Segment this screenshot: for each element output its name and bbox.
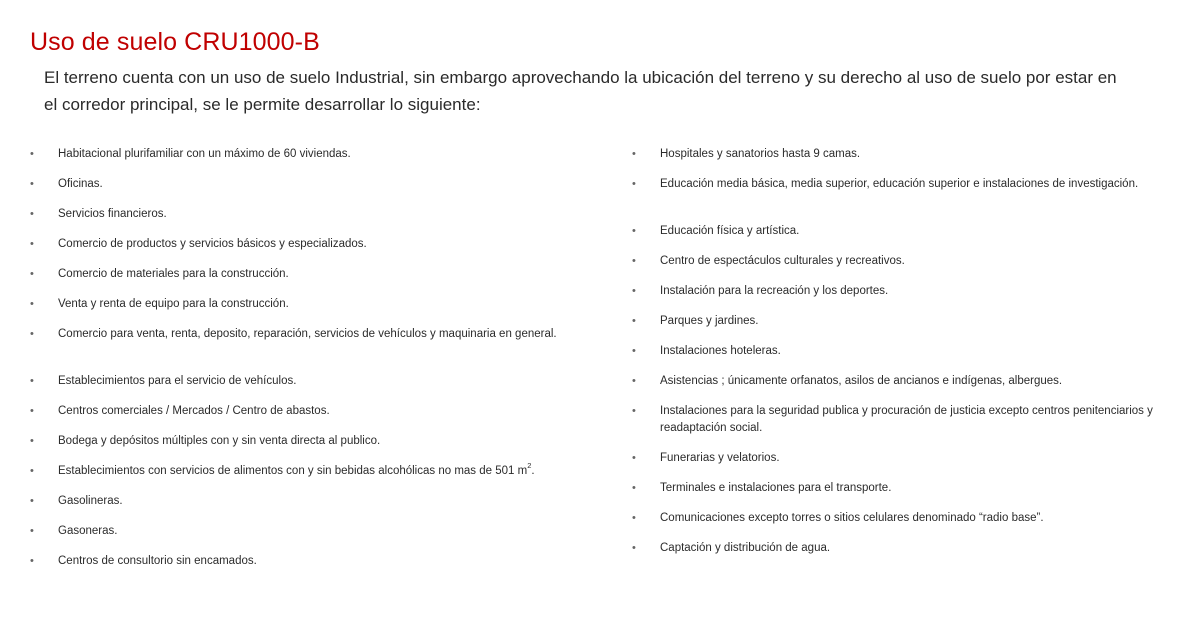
list-item <box>30 206 630 236</box>
list-item <box>632 313 1172 343</box>
list-item-text: Centros de consultorio sin encamados. <box>58 555 257 567</box>
list-item-text: Servicios financieros. <box>58 208 167 220</box>
intro-paragraph: El terreno cuenta con un uso de suelo Industrial, sin embargo aprovechando la ubicación del terreno y su derecho al uso de suelo por estar en el corredor principal, se le permite desarrollar lo siguiente: <box>44 68 1117 114</box>
list-item <box>30 236 630 266</box>
list-item-text: Bodega y depósitos múltiples con y sin venta directa al publico. <box>58 435 381 447</box>
bullet-icon: • <box>632 148 636 160</box>
bullet-icon: • <box>632 285 636 297</box>
bullet-icon: • <box>30 208 34 220</box>
list-item-text: Centros comerciales / Mercados / Centro de abastos. <box>58 405 330 417</box>
bullet-icon: • <box>632 225 636 237</box>
bullet-icon: • <box>632 178 636 190</box>
list-item <box>632 450 1172 480</box>
list-item <box>30 373 630 403</box>
list-item-text: Comunicaciones excepto torres o sitios celulares denominado “radio base”. <box>660 512 1044 524</box>
bullet-icon: • <box>632 405 636 417</box>
list-item-text: Venta y renta de equipo para la construcción. <box>58 298 289 310</box>
list-item-text: Comercio para venta, renta, deposito, reparación, servicios de vehículos y maquinaria en general. <box>58 328 557 340</box>
list-item-text: Educación física y artística. <box>660 225 800 237</box>
list-item-text: Asistencias ; únicamente orfanatos, asilos de ancianos e indígenas, albergues. <box>660 375 1063 387</box>
list-item-text: Instalación para la recreación y los deportes. <box>660 285 889 297</box>
list-item-text: Oficinas. <box>58 178 103 190</box>
list-item-text: Establecimientos con servicios de alimentos con y sin bebidas alcohólicas no mas de 501 m <box>58 465 528 477</box>
bullet-icon: • <box>30 525 34 537</box>
list-item-text: Instalaciones hoteleras. <box>660 345 781 357</box>
bullet-icon: • <box>30 465 34 477</box>
list-item-text: Educación media básica, media superior, educación superior e instalaciones de investigación. <box>660 178 1139 190</box>
bullet-icon: • <box>30 238 34 250</box>
bullet-icon: • <box>30 178 34 190</box>
bullet-icon: • <box>632 542 636 554</box>
list-item <box>30 146 630 176</box>
list-item-text: Gasolineras. <box>58 495 123 507</box>
list-item-text: Terminales e instalaciones para el transporte. <box>660 482 892 494</box>
list-item-text: Establecimientos para el servicio de vehículos. <box>58 375 297 387</box>
bullet-icon: • <box>632 315 636 327</box>
bullet-icon: • <box>632 512 636 524</box>
list-item <box>632 373 1172 403</box>
list-item <box>30 403 630 433</box>
superscript-2: 2 <box>527 461 532 470</box>
bullet-icon: • <box>30 268 34 280</box>
list-item-text: Parques y jardines. <box>660 315 759 327</box>
list-item <box>632 510 1172 540</box>
list-item <box>30 296 630 326</box>
bullet-icon: • <box>632 345 636 357</box>
bullet-icon: • <box>30 375 34 387</box>
list-item-text: Funerarias y velatorios. <box>660 452 780 464</box>
list-item <box>632 403 1172 450</box>
list-item <box>30 433 630 463</box>
list-item <box>30 493 630 523</box>
bullet-icon: • <box>30 495 34 507</box>
list-item <box>30 266 630 296</box>
list-item <box>632 176 1172 223</box>
list-item-text: Comercio de materiales para la construcción. <box>58 268 289 280</box>
bullet-icon: • <box>30 435 34 447</box>
list-item <box>632 480 1172 510</box>
bullet-icon: • <box>30 298 34 310</box>
list-item <box>30 523 630 553</box>
bullet-icon: • <box>632 375 636 387</box>
bullet-icon: • <box>632 482 636 494</box>
list-item <box>632 223 1172 253</box>
list-item <box>632 283 1172 313</box>
list-item-text: Instalaciones para la seguridad publica y procuración de justicia excepto centros penitenciarios y readaptación social. <box>660 405 1153 434</box>
bullet-icon: • <box>632 255 636 267</box>
list-item <box>632 343 1172 373</box>
bullet-icon: • <box>30 405 34 417</box>
list-item <box>632 540 1172 570</box>
list-item-text: Comercio de productos y servicios básicos y especializados. <box>58 238 367 250</box>
list-item <box>632 253 1172 283</box>
bullet-icon: • <box>632 452 636 464</box>
bullet-icon: • <box>30 328 34 340</box>
list-item-text: Centro de espectáculos culturales y recreativos. <box>660 255 905 267</box>
list-item-text: Captación y distribución de agua. <box>660 542 831 554</box>
right-permitted-uses-list <box>632 146 1172 570</box>
list-item-period: . <box>531 465 535 477</box>
list-item <box>632 146 1172 176</box>
list-item-text: Hospitales y sanatorios hasta 9 camas. <box>660 148 861 160</box>
bullet-icon: • <box>30 555 34 567</box>
list-item-text: Habitacional plurifamiliar con un máximo de 60 viviendas. <box>58 148 351 160</box>
list-item <box>30 326 630 373</box>
list-item <box>30 553 630 583</box>
left-permitted-uses-list <box>30 146 630 583</box>
list-item <box>30 463 630 493</box>
list-item <box>30 176 630 206</box>
page-title: Uso de suelo CRU1000-B <box>30 28 320 56</box>
bullet-icon: • <box>30 148 34 160</box>
list-item-text: Gasoneras. <box>58 525 118 537</box>
